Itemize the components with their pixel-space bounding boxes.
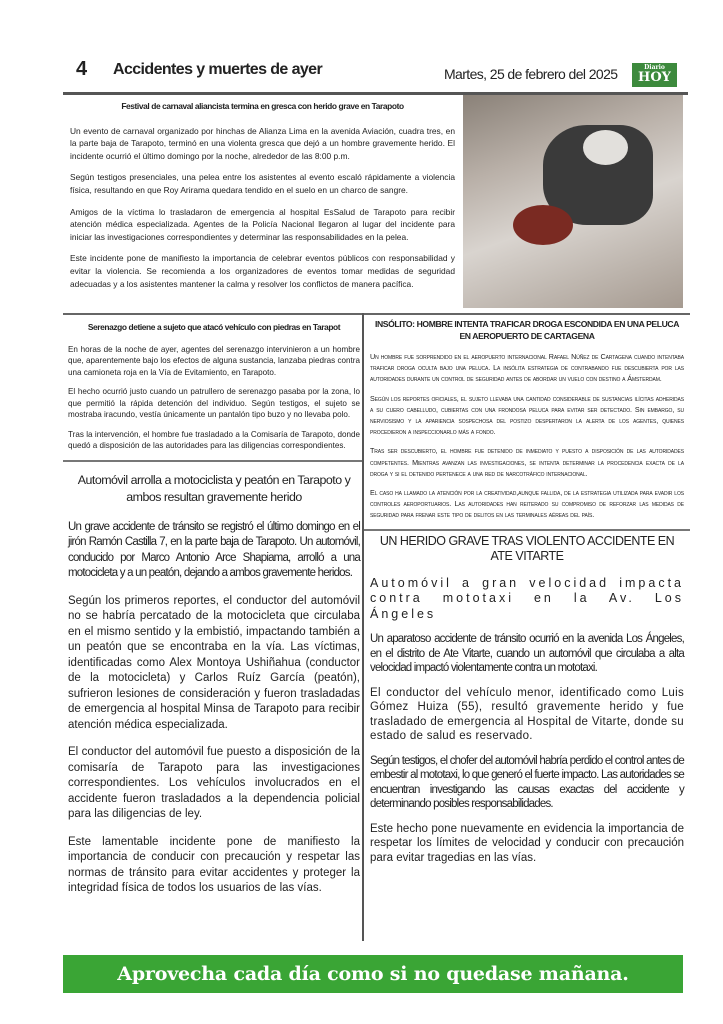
paragraph: Este hecho pone nuevamente en evidencia la importancia de respetar los límites de velocidad y conducir con precaución para evitar tragedias en las vías. xyxy=(370,822,684,864)
paragraph: Según los primeros reportes, el conductor del automóvil no se habría percatado de la motocicleta que circulaba en el mismo sentido y la embistió, impactando también a un peatón que se encontraba en la vía. Las víctimas, identificadas como Alex Montoya Ushiñahua (conductor de la motocicleta) y Carlos Ruíz García (peatón), sufrieron lesiones de consideración y fueron trasladadas de emergencia al hospital Minsa de Tarapoto para recibir atención médica especializada. xyxy=(68,594,360,731)
article-title: Serenazgo detiene a sujeto que atacó vehículo con piedras en Tarapot xyxy=(87,322,341,332)
paragraph: El conductor del automóvil fue puesto a disposición de la comisaría de Tarapoto para las investigaciones correspondientes. Los vehículos involucrados en el accidente fueron trasladados a la dependencia policial para las diligencias de ley. xyxy=(68,746,360,820)
article-subtitle: Automóvil a gran velocidad impacta contra mototaxi en la Av. Los Ángeles xyxy=(370,575,684,621)
issue-date: Martes, 25 de febrero del 2025 xyxy=(444,66,618,82)
page-number: 4 xyxy=(76,58,88,80)
section-rule xyxy=(364,529,690,531)
paragraph: Según los reportes oficiales, el sujeto llevaba una cantidad considerable de sustancias ilícitas adheridas a su cuero cabelludo, cubiertas con una frondosa peluca para evitar ser detectado. Sin embargo, su nerviosismo y la apariencia sospechosa del postizo despertaron la alerta de los agentes, quienes procedieron a inspeccionarlo más a fondo. xyxy=(370,393,684,437)
paragraph: Tras la intervención, el hombre fue trasladado a la Comisaría de Tarapoto, donde quedó a disposición de las autoridades para las diligencias correspondientes. xyxy=(68,429,360,450)
footer-banner: Aprovecha cada día como si no quedase mañana. xyxy=(63,955,683,993)
paragraph: El hecho ocurrió justo cuando un patrullero de serenazgo pasaba por la zona, lo que permitió la rápida detención del individuo. Según testigos, el sujeto se mostraba iracundo, vestía únicamente un pantalón tipo buzo y no llevaba polo. xyxy=(68,387,360,419)
left-column xyxy=(63,322,362,909)
paragraph: Este lamentable incidente pone de manifiesto la importancia de conducir con precaución y respetar las normas de tránsito para evitar accidentes y proteger la integridad física de todos los usuarios de las vías. xyxy=(68,835,360,894)
right-column xyxy=(364,318,690,875)
paragraph: Un aparatoso accidente de tránsito ocurrió en la avenida Los Ángeles, en el distrito de Ate Vitarte, cuando un automóvil que circulaba a alta velocidad impactó violentamente contra un mototaxi. xyxy=(370,633,684,675)
paragraph: Un hombre fue sorprendido en el aeropuerto internacional Rafael Núñez de Cartagena cuando intentaba traficar droga oculta bajo una peluca. La insólita estrategia de contrabando fue descubierta por las autoridades durante un control de seguridad antes de abordar un vuelo con destino a Ámsterdam. xyxy=(370,352,684,384)
logo-big-text: HOY xyxy=(638,70,671,85)
paragraph: Este incidente pone de manifiesto la importancia de celebrar eventos públicos con responsabilidad y evitar la violencia. Se recomienda a los organizadores de eventos tomar medidas de seguridad adecuadas y a los asistentes mantener la calma y resolver los conflictos de manera pacífica. xyxy=(70,253,455,289)
section-title: Accidentes y muertes de ayer xyxy=(113,61,323,78)
article-peluca xyxy=(364,318,690,521)
article-photo xyxy=(463,95,683,308)
article-ate-vitarte xyxy=(364,534,690,866)
paragraph: Tras ser descubierto, el hombre fue detenido de inmediato y puesto a disposición de las autoridades competentes. Mientras avanzan las investigaciones, se intenta determinar la procedencia exacta de la droga y si el detenido pertenece a una red de narcotráfico internacional. xyxy=(370,446,684,478)
paragraph: Según testigos presenciales, una pelea entre los asistentes al evento escaló rápidamente a violencia física, resultando en que Roy Arirama quedara tendido en el suelo en un charco de sangre. xyxy=(70,172,455,195)
article-serenazgo xyxy=(63,322,362,452)
section-rule xyxy=(63,313,690,315)
article-title: UN HERIDO GRAVE TRAS VIOLENTO ACCIDENTE EN ATE VITARTE xyxy=(379,533,675,563)
paragraph: Según testigos, el chofer del automóvil habría perdido el control antes de embestir al mototaxi, lo que generó el fuerte impacto. Las autoridades se encuentran investigando las causas exactas del accidente y determinando posibles responsabilidades. xyxy=(370,754,684,811)
section-rule xyxy=(63,460,362,462)
paragraph: El caso ha llamado la atención por la creatividad,aunque fallida, de la estrategia utilizada para evadir los controles aeroportuarios. Las autoridades han reiterado su compromiso de reforzar las medidas de seguridad para frenar este tipo de delitos en las terminales aéreas del país. xyxy=(370,488,684,520)
logo-small-text: Diario xyxy=(644,64,665,71)
article-title: Automóvil arrolla a motociclista y peatón en Tarapoto y ambos resultan gravemente herido xyxy=(77,472,351,504)
paragraph: Amigos de la víctima lo trasladaron de emergencia al hospital EsSalud de Tarapoto para recibir atención médica especializada. Agentes de la Policía Nacional llegaron al lugar del incidente para iniciar las investigaciones correspondientes y determinar las responsabilidades en la pelea. xyxy=(70,206,455,242)
paragraph: Un grave accidente de tránsito se registró el último domingo en el jirón Ramón Castilla 7, en la parte baja de Tarapoto. Un automóvil, conducido por Marco Antonio Arce Shapiama, arrolló a una motocicleta y a un peatón, dejando a ambos gravemente heridos. xyxy=(68,520,360,579)
paragraph: El conductor del vehículo menor, identificado como Luis Gómez Huiza (55), resultó gravemente herido y fue trasladado de emergencia al Hospital de Vitarte, donde su estado de salud es reservado. xyxy=(370,686,684,743)
article-title: Festival de carnaval aliancista termina en gresca con herido grave en Tarapoto xyxy=(121,101,404,111)
newspaper-logo xyxy=(632,63,677,87)
article-title: INSÓLITO: HOMBRE INTENTA TRAFICAR DROGA ESCONDIDA EN UNA PELUCA EN AEROPUERTO DE CARTAGENA xyxy=(374,319,680,341)
article-carnaval xyxy=(70,100,455,299)
paragraph: En horas de la noche de ayer, agentes del serenazgo intervinieron a un hombre que, aparentemente bajo los efectos de alguna sustancia, lanzaba piedras contra una camioneta roja en la Vía de Evitamiento, en Tarapoto. xyxy=(68,344,360,377)
article-automovil-tarapoto xyxy=(63,472,362,897)
paragraph: Un evento de carnaval organizado por hinchas de Alianza Lima en la avenida Aviación, cuadra tres, en la parte baja de Tarapoto, terminó en una violenta gresca que dejó a un hombre gravemente herido. El incidente ocurrió el último domingo por la noche, alrededor de las 8:00 p.m. xyxy=(70,125,455,161)
